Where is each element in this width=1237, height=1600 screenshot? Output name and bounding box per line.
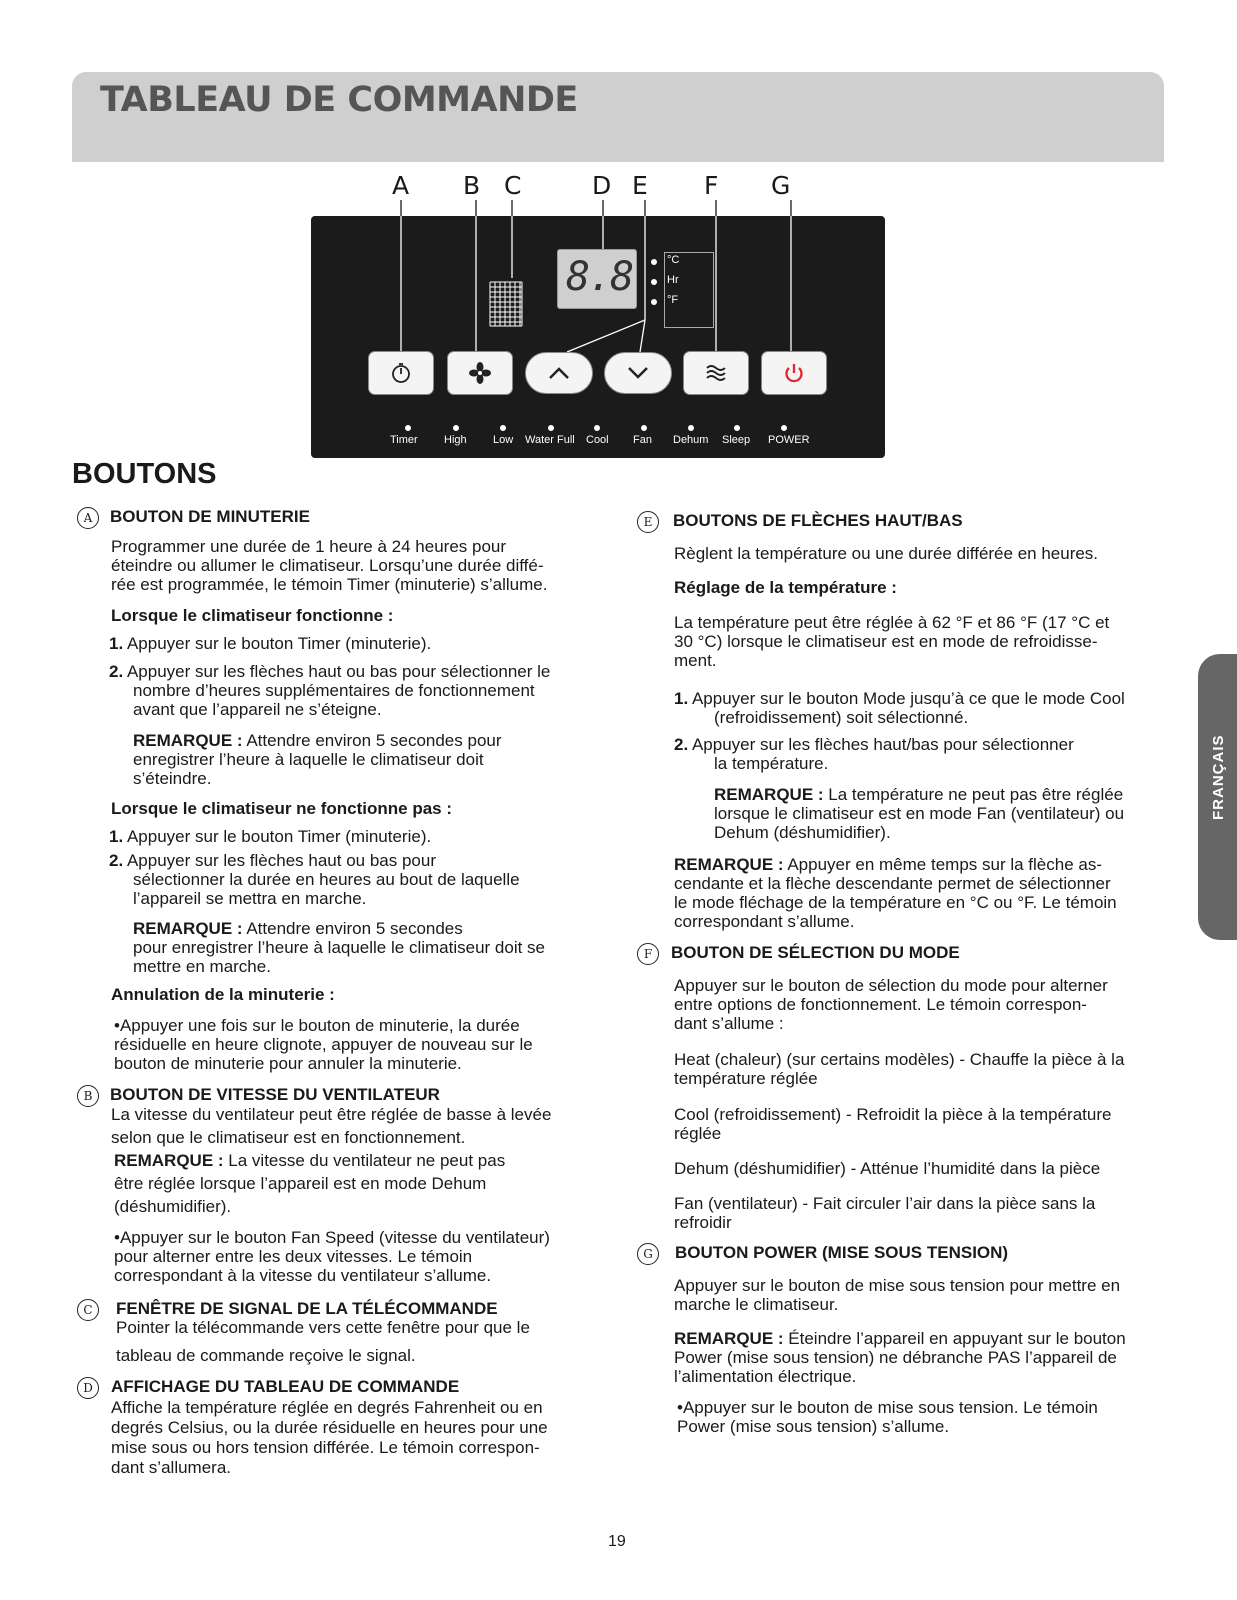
- text-line: dant s’allumera.: [111, 1458, 232, 1477]
- led-high: [453, 425, 459, 431]
- marker-a: A: [77, 507, 99, 529]
- list-item: 2. Appuyer sur les flèches haut ou bas pour: [109, 851, 436, 870]
- celsius-led: [651, 259, 657, 265]
- led-low: [500, 425, 506, 431]
- led-timer: [405, 425, 411, 431]
- text-line: nombre d’heures supplémentaires de fonctionnement: [133, 681, 535, 700]
- section-e-title: BOUTONS DE FLÈCHES HAUT/BAS: [673, 511, 963, 530]
- list-item: 2. Appuyer sur les flèches haut ou bas pour sélectionner le: [109, 662, 551, 681]
- temperature-display: [557, 249, 637, 309]
- marker-d: D: [77, 1377, 99, 1399]
- text-line: l’appareil se mettra en marche.: [133, 889, 367, 908]
- marker-c: C: [77, 1299, 99, 1321]
- subheading: Annulation de la minuterie :: [111, 985, 335, 1004]
- text-line: rée est programmée, le témoin Timer (minuterie) s’allume.: [111, 575, 548, 594]
- text-line: dant s’allume :: [674, 1014, 784, 1033]
- text-line: Appuyer sur le bouton de sélection du mode pour alterner: [674, 976, 1108, 995]
- text-line: la température.: [714, 754, 829, 773]
- diagram-letter-d: D: [592, 171, 612, 200]
- fan-speed-button[interactable]: [447, 351, 513, 395]
- note: REMARQUE : Éteindre l’appareil en appuyant sur le bouton: [674, 1329, 1126, 1348]
- section-c-title: FENÊTRE DE SIGNAL DE LA TÉLÉCOMMANDE: [116, 1299, 498, 1318]
- marker-e: E: [637, 511, 659, 533]
- diagram-letter-b: B: [463, 171, 481, 200]
- text-line: Power (mise sous tension) s’allume.: [677, 1417, 950, 1436]
- text-line: Fan (ventilateur) - Fait circuler l’air dans la pièce sans la: [674, 1194, 1096, 1213]
- bullet-line: •Appuyer sur le bouton Fan Speed (vitesse du ventilateur): [114, 1228, 550, 1247]
- note: REMARQUE : Appuyer en même temps sur la flèche as-: [674, 855, 1102, 874]
- text-line: tableau de commande reçoive le signal.: [116, 1346, 416, 1365]
- text-line: Cool (refroidissement) - Refroidit la pièce à la température: [674, 1105, 1112, 1124]
- text-line: être réglée lorsque l’appareil est en mode Dehum: [114, 1174, 487, 1193]
- subheading: Réglage de la température :: [674, 578, 897, 597]
- indicator-label: Low: [493, 434, 514, 446]
- page-title: TABLEAU DE COMMANDE: [100, 80, 578, 120]
- indicator-label: Fan: [633, 434, 652, 446]
- text-line: Heat (chaleur) (sur certains modèles) - Chauffe la pièce à la: [674, 1050, 1125, 1069]
- diagram-letter-e: E: [632, 171, 648, 200]
- diagram-letter-f: F: [704, 171, 719, 200]
- led-water-full: [548, 425, 554, 431]
- text-line: réglée: [674, 1124, 722, 1143]
- text-line: Affiche la température réglée en degrés Fahrenheit ou en: [111, 1398, 543, 1417]
- indicator-label: Sleep: [722, 434, 751, 446]
- subheading: Lorsque le climatiseur fonctionne :: [111, 606, 394, 625]
- indicator-label: POWER: [768, 434, 810, 446]
- text-line: marche le climatiseur.: [674, 1295, 839, 1314]
- section-f-title: BOUTON DE SÉLECTION DU MODE: [671, 943, 960, 962]
- down-arrow-icon: [626, 365, 650, 381]
- unit-fahrenheit: °F: [667, 294, 679, 306]
- text-line: entre options de fonctionnement. Le témoin correspon-: [674, 995, 1087, 1014]
- text-line: 30 °C) lorsque le climatiseur est en mode de refroidisse-: [674, 632, 1098, 651]
- page-number: 19: [608, 1533, 626, 1550]
- list-item: 1. Appuyer sur le bouton Timer (minuterie).: [109, 634, 432, 653]
- text-line: cendante et la flèche descendante permet de sélectionner: [674, 874, 1111, 893]
- text-line: Règlent la température ou une durée différée en heures.: [674, 544, 1099, 563]
- timer-icon: [390, 362, 412, 384]
- section-a-title: BOUTON DE MINUTERIE: [110, 507, 310, 526]
- text-line: Power (mise sous tension) ne débranche PAS l’appareil de: [674, 1348, 1117, 1367]
- bullet-line: •Appuyer sur le bouton de mise sous tension. Le témoin: [677, 1398, 1098, 1417]
- text-line: ment.: [674, 651, 717, 670]
- text-line: selon que le climatiseur est en fonctionnement.: [111, 1128, 466, 1147]
- marker-f: F: [637, 943, 659, 965]
- fahrenheit-led: [651, 299, 657, 305]
- section-heading: BOUTONS: [72, 458, 217, 490]
- mode-button[interactable]: [683, 351, 749, 395]
- text-line: pour enregistrer l’heure à laquelle le climatiseur doit se: [133, 938, 545, 957]
- unit-celsius: °C: [667, 254, 680, 266]
- mode-icon: [704, 363, 728, 383]
- text-line: s’éteindre.: [133, 769, 212, 788]
- led-sleep: [734, 425, 740, 431]
- text-line: Programmer une durée de 1 heure à 24 heures pour: [111, 537, 507, 556]
- indicator-label: Timer: [390, 434, 418, 446]
- diagram-letter-a: A: [392, 171, 410, 200]
- down-arrow-button[interactable]: [604, 352, 672, 394]
- indicator-label: Cool: [586, 434, 609, 446]
- text-line: éteindre ou allumer le climatiseur. Lorsqu’une durée diffé-: [111, 556, 544, 575]
- text-line: La température peut être réglée à 62 °F et 86 °F (17 °C et: [674, 613, 1110, 632]
- text-line: (refroidissement) soit sélectionné.: [714, 708, 969, 727]
- text-line: sélectionner la durée en heures au bout de laquelle: [133, 870, 520, 889]
- text-line: enregistrer l’heure à laquelle le climatiseur doit: [133, 750, 484, 769]
- text-line: degrés Celsius, ou la durée résiduelle en heures pour une: [111, 1418, 548, 1437]
- indicator-label: Dehum: [673, 434, 709, 446]
- text-line: mise sous ou hors tension différée. Le témoin correspon-: [111, 1438, 540, 1457]
- list-item: 2. Appuyer sur les flèches haut/bas pour sélectionner: [674, 735, 1074, 754]
- up-arrow-button[interactable]: [525, 352, 593, 394]
- display-digits: 8.8: [566, 254, 633, 300]
- hour-led: [651, 279, 657, 285]
- unit-hour: Hr: [667, 274, 679, 286]
- marker-g: G: [637, 1243, 659, 1265]
- led-cool: [594, 425, 600, 431]
- text-line: refroidir: [674, 1213, 732, 1232]
- list-item: 1. Appuyer sur le bouton Timer (minuterie).: [109, 827, 432, 846]
- note: REMARQUE : La vitesse du ventilateur ne peut pas: [114, 1151, 506, 1170]
- up-arrow-icon: [547, 365, 571, 381]
- diagram-letter-g: G: [771, 171, 791, 200]
- power-button[interactable]: [761, 351, 827, 395]
- section-d-title: AFFICHAGE DU TABLEAU DE COMMANDE: [111, 1377, 460, 1396]
- text-line: l’alimentation électrique.: [674, 1367, 857, 1386]
- subheading: Lorsque le climatiseur ne fonctionne pas :: [111, 799, 453, 818]
- text-line: le mode fléchage de la température en °C ou °F. Le témoin: [674, 893, 1117, 912]
- remote-receiver-icon: [489, 281, 523, 327]
- note: REMARQUE : Attendre environ 5 secondes: [133, 919, 463, 938]
- power-icon: [782, 361, 806, 385]
- indicator-label: High: [444, 434, 467, 446]
- text-line: bouton de minuterie pour annuler la minuterie.: [114, 1054, 462, 1073]
- led-power: [781, 425, 787, 431]
- text-line: (déshumidifier).: [114, 1197, 232, 1216]
- text-line: température réglée: [674, 1069, 818, 1088]
- language-tab-label: FRANÇAIS: [1210, 734, 1227, 820]
- marker-b: B: [77, 1085, 99, 1107]
- text-line: lorsque le climatiseur est en mode Fan (ventilateur) ou: [714, 804, 1125, 823]
- text-line: résiduelle en heure clignote, appuyer de nouveau sur le: [114, 1035, 533, 1054]
- text-line: Dehum (déshumidifier).: [714, 823, 891, 842]
- led-fan: [641, 425, 647, 431]
- note: REMARQUE : Attendre environ 5 secondes pour: [133, 731, 502, 750]
- text-line: La vitesse du ventilateur peut être réglée de basse à levée: [111, 1105, 552, 1124]
- text-line: correspondant à la vitesse du ventilateur s’allume.: [114, 1266, 492, 1285]
- list-item: 1. Appuyer sur le bouton Mode jusqu’à ce que le mode Cool: [674, 689, 1125, 708]
- text-line: avant que l’appareil ne s’éteigne.: [133, 700, 382, 719]
- text-line: pour alterner entre les deux vitesses. Le témoin: [114, 1247, 473, 1266]
- indicator-label: Water Full: [525, 434, 575, 446]
- section-b-title: BOUTON DE VITESSE DU VENTILATEUR: [110, 1085, 440, 1104]
- section-g-title: BOUTON POWER (MISE SOUS TENSION): [675, 1243, 1009, 1262]
- text-line: Pointer la télécommande vers cette fenêtre pour que le: [116, 1318, 530, 1337]
- timer-button[interactable]: [368, 351, 434, 395]
- text-line: mettre en marche.: [133, 957, 271, 976]
- text-line: Appuyer sur le bouton de mise sous tension pour mettre en: [674, 1276, 1121, 1295]
- bullet-line: •Appuyer une fois sur le bouton de minuterie, la durée: [114, 1016, 520, 1035]
- diagram-letter-c: C: [504, 171, 522, 200]
- fan-icon: [468, 361, 492, 385]
- text-line: Dehum (déshumidifier) - Atténue l’humidité dans la pièce: [674, 1159, 1101, 1178]
- text-line: correspondant s’allume.: [674, 912, 855, 931]
- led-dehum: [688, 425, 694, 431]
- leader-lines: [0, 0, 1237, 470]
- note: REMARQUE : La température ne peut pas être réglée: [714, 785, 1124, 804]
